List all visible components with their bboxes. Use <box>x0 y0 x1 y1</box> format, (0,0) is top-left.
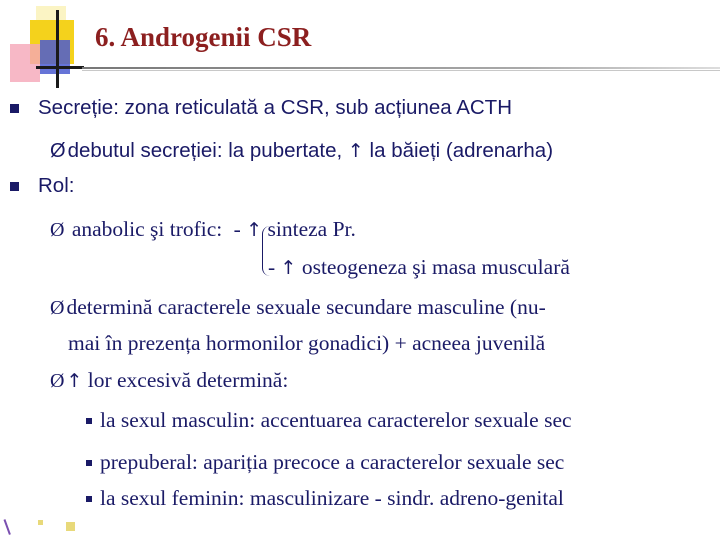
arrow-bullet-icon: Ø <box>50 219 65 241</box>
sub-bullet-anabolic <box>50 219 356 241</box>
decor-horizontal-line <box>36 66 84 69</box>
sub-bullet-text: determină caracterele sexuale secundare masculine (nu- <box>66 295 546 319</box>
square-bullet-icon <box>10 182 19 191</box>
sub-bullet-text: debutul secreției: la pubertate, <box>67 139 343 162</box>
up-arrow-icon: ↑ <box>347 140 364 162</box>
up-arrow-icon: ↑ <box>280 257 297 279</box>
dash-text: - <box>268 255 276 279</box>
small-square-bullet-icon <box>86 418 92 424</box>
up-arrow-icon: ↑ <box>246 219 263 241</box>
nested-bullet-masculin: la sexul masculin: accentuarea caracterelor sexuale sec <box>100 408 572 432</box>
decor-dot <box>66 522 75 531</box>
up-arrow-icon: ↑ <box>66 370 83 392</box>
small-square-bullet-icon <box>86 460 92 466</box>
square-bullet-icon <box>10 104 19 113</box>
sub-bullet-determina <box>50 297 546 319</box>
sub-bullet-text-cont: la băieți (adrenarha) <box>369 139 554 162</box>
sub-item-text: osteogeneza şi masa musculară <box>301 255 570 279</box>
decor-mark <box>4 517 17 535</box>
sub-bullet-text-cont: sinteza Pr. <box>267 217 356 241</box>
decor-square-pink <box>10 44 40 82</box>
small-square-bullet-icon <box>86 496 92 502</box>
decor-vertical-line <box>56 10 59 88</box>
slide-title: 6. Androgenii CSR <box>95 22 312 52</box>
arrow-bullet-icon: Ø <box>50 370 65 392</box>
decor-dot <box>38 520 43 525</box>
sub-bullet-debut <box>50 141 553 162</box>
title-underline <box>82 67 720 69</box>
dash-text: - <box>233 217 241 241</box>
arrow-bullet-icon: Ø <box>50 297 65 319</box>
title-underline-shadow <box>82 70 720 71</box>
sub-bullet-text: anabolic şi trofic: <box>71 217 223 241</box>
bullet-text-secretie: Secreție: zona reticulată a CSR, sub acțiunea ACTH <box>38 96 513 119</box>
bullet-text-rol: Rol: <box>38 174 75 197</box>
sub-bullet-text: lor excesivă determină: <box>87 368 289 392</box>
nested-bullet-prepuberal: prepuberal: apariția precoce a caracterelor sexuale sec <box>100 450 565 474</box>
sub-bullet-excesiva <box>50 370 288 392</box>
nested-bullet-feminin: la sexul feminin: masculinizare - sindr. adreno-genital <box>100 486 564 510</box>
sub-item-osteogeneza <box>268 257 570 279</box>
arrow-bullet-icon: Ø <box>50 140 66 162</box>
sub-bullet-determina-cont: mai în prezența hormonilor gonadici) + acneea juvenilă <box>68 331 546 355</box>
